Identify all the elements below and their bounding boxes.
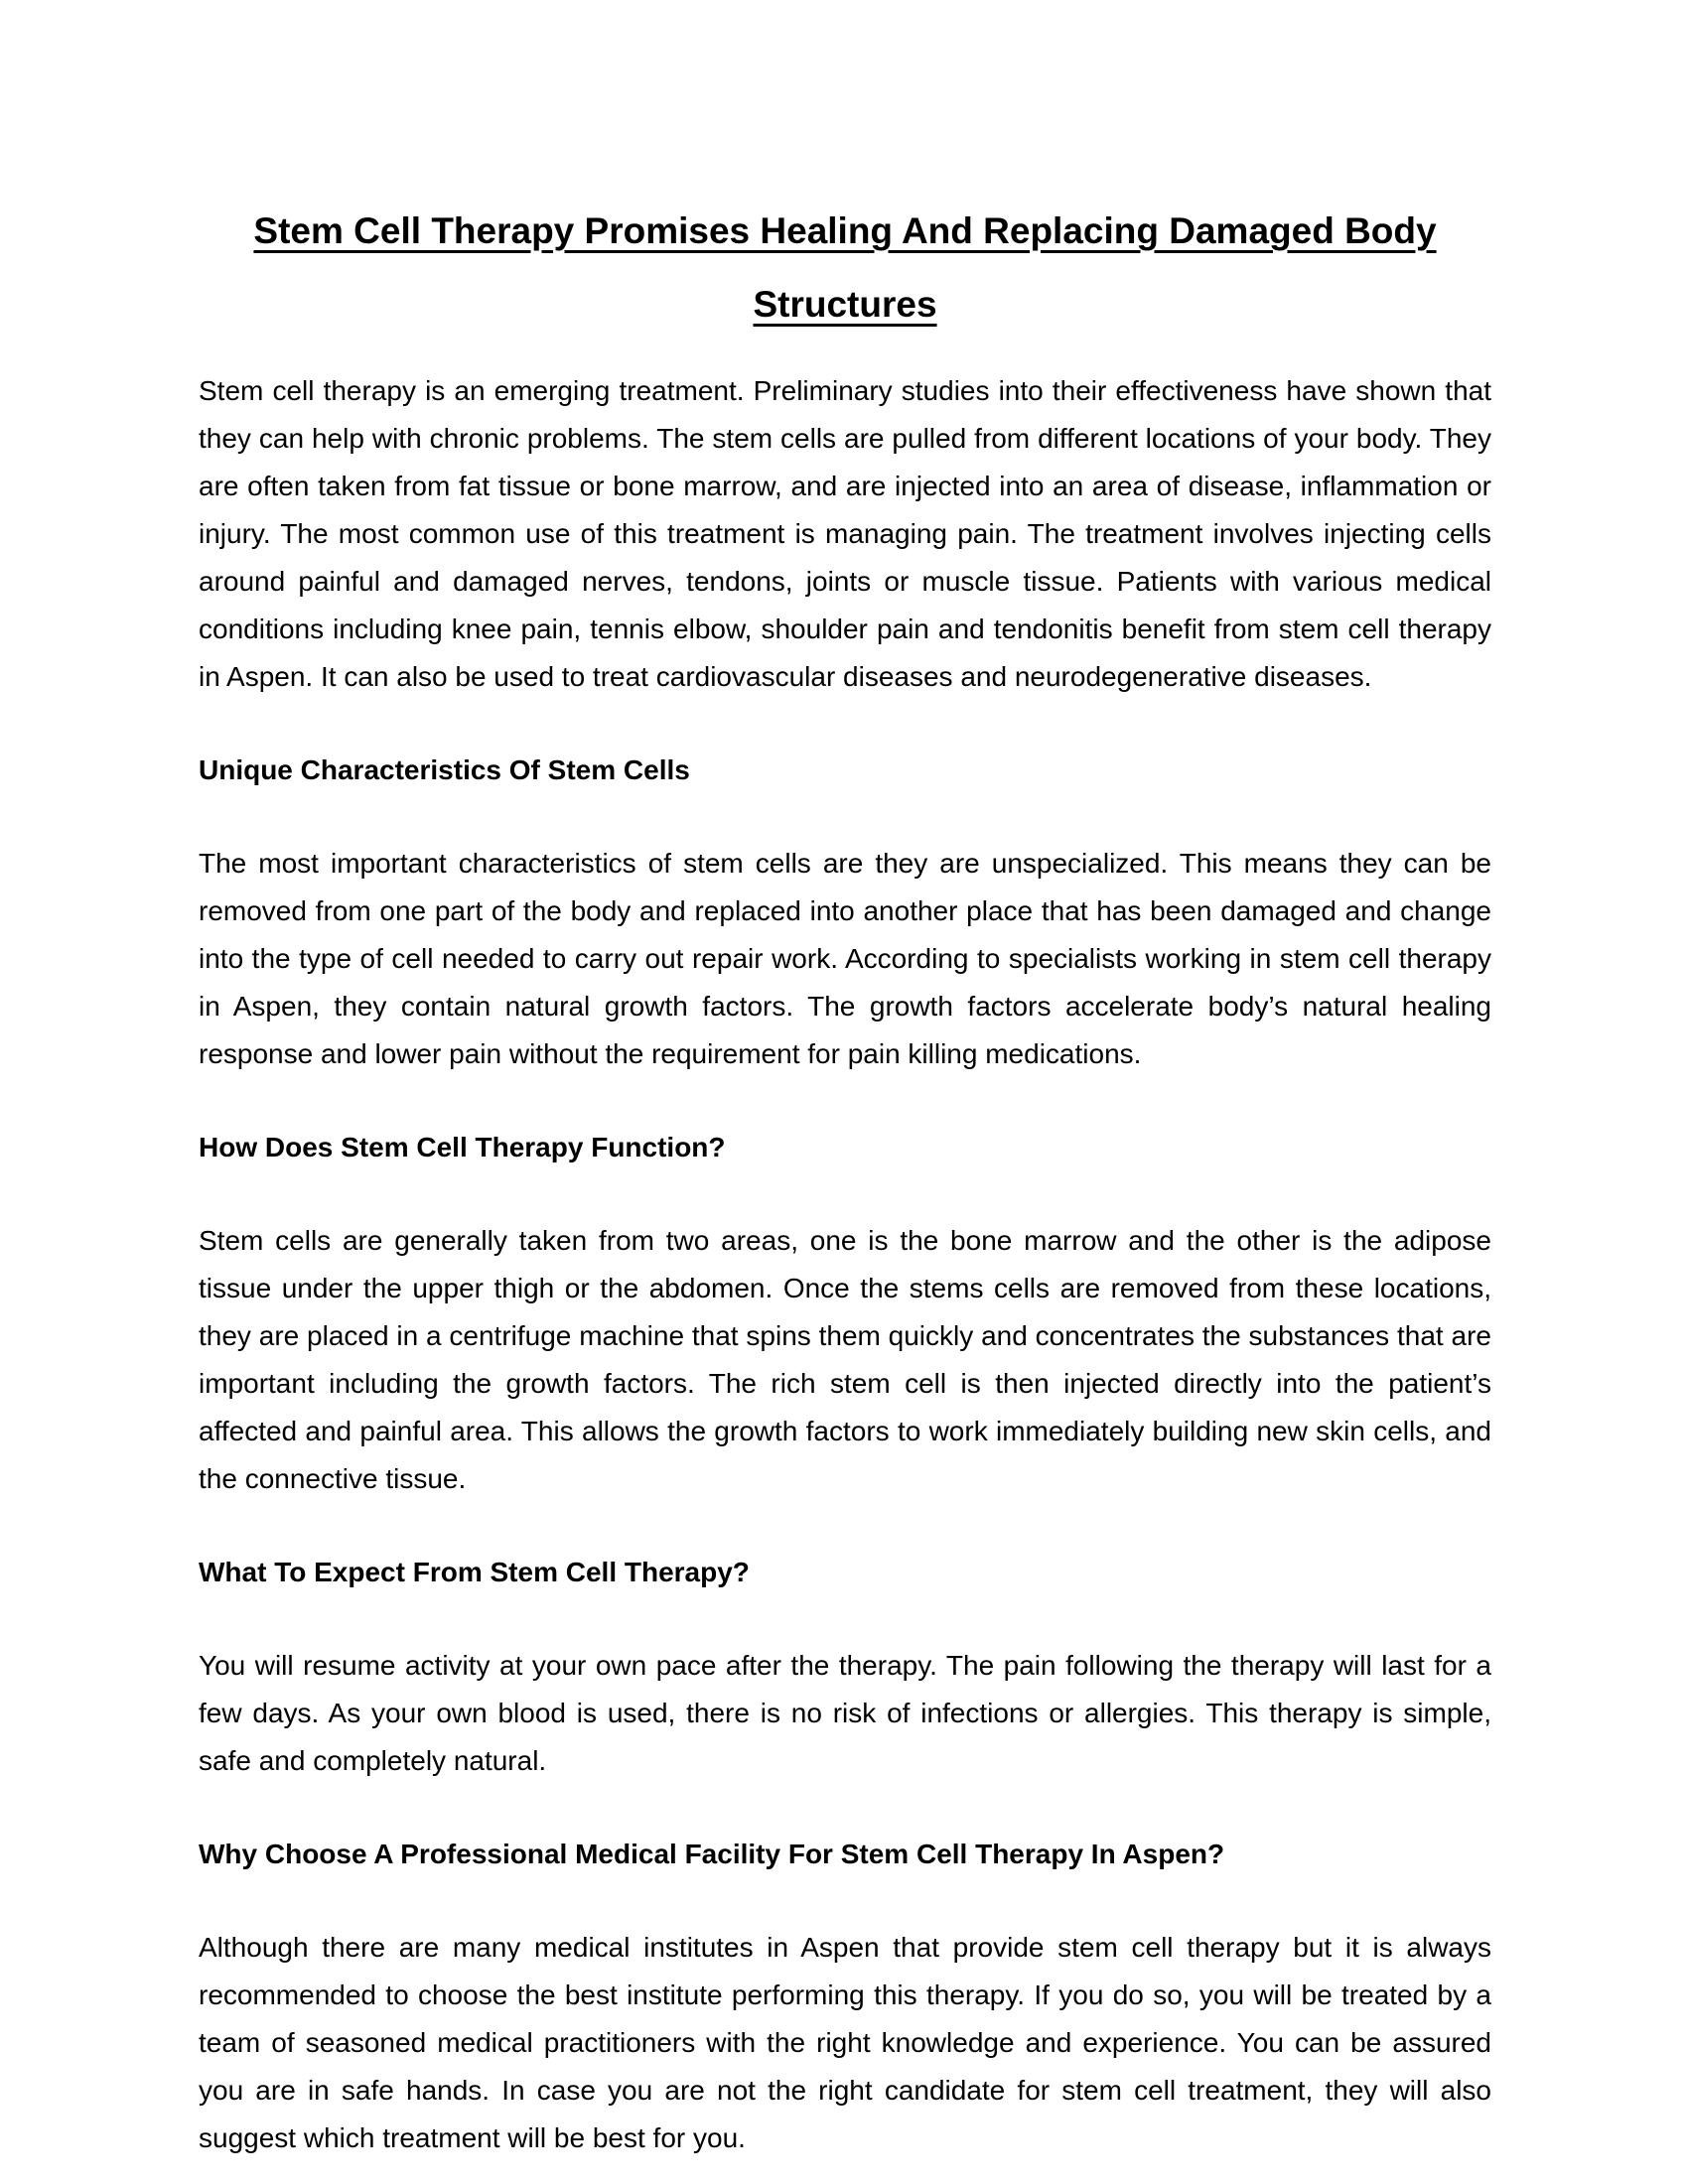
section-paragraph: The most important characteristics of stem cells are they are unspecialized. This means they can be removed from one part of the body and replaced into another place that has been damaged and change into the type of cell needed to carry out repair work. According to specialists working in stem cell therapy in Aspen, they contain natural growth factors. The growth factors accelerate body’s natural healing response and lower pain without the requirement for pain killing medications. xyxy=(199,848,1491,1069)
section-paragraph: Stem cells are generally taken from two areas, one is the bone marrow and the other is the adipose tissue under the upper thigh or the abdomen. Once the stems cells are removed from these locations, they are placed in a centrifuge machine that spins them quickly and concentrates the substances that are important including the growth factors. The rich stem cell is then injected directly into the patient’s affected and painful area. This allows the growth factors to work immediately building new skin cells, and the connective tissue. xyxy=(199,1225,1491,1494)
section-paragraph: Although there are many medical institutes in Aspen that provide stem cell therapy but it is always recommended to choose the best institute performing this therapy. If you do so, you will be treated by a team of seasoned medical practitioners with the right knowledge and experience. You can be assured you are in safe hands. In case you are not the right candidate for stem cell treatment, they will also suggest which treatment will be best for you. xyxy=(199,1932,1491,2153)
section-heading: Unique Characteristics Of Stem Cells xyxy=(199,754,690,785)
intro-paragraph: Stem cell therapy is an emerging treatment. Preliminary studies into their effectiveness have shown that they can help with chronic problems. The stem cells are pulled from different locations of your body. They are often taken from fat tissue or bone marrow, and are injected into an area of disease, inflammation or injury. The most common use of this treatment is managing pain. The treatment involves injecting cells around painful and damaged nerves, tendons, joints or muscle tissue. Patients with various medical conditions including knee pain, tennis elbow, shoulder pain and tendonitis benefit from stem cell therapy in Aspen. It can also be used to treat cardiovascular diseases and neurodegenerative diseases. xyxy=(199,375,1491,692)
section-unique-characteristics xyxy=(199,747,1491,1078)
section-heading: Why Choose A Professional Medical Facility For Stem Cell Therapy In Aspen? xyxy=(199,1839,1225,1869)
section-what-to-expect xyxy=(199,1549,1491,1785)
section-how-does-it-function xyxy=(199,1124,1491,1503)
section-heading: What To Expect From Stem Cell Therapy? xyxy=(199,1557,750,1587)
section-paragraph: You will resume activity at your own pace after the therapy. The pain following the therapy will last for a few days. As your own blood is used, there is no risk of infections or allergies. This therapy is simple, safe and completely natural. xyxy=(199,1650,1491,1776)
document-title: Stem Cell Therapy Promises Healing And Replacing Damaged Body Structures xyxy=(253,210,1437,325)
section-why-choose-professional-facility xyxy=(199,1831,1491,2162)
section-heading: How Does Stem Cell Therapy Function? xyxy=(199,1132,726,1162)
